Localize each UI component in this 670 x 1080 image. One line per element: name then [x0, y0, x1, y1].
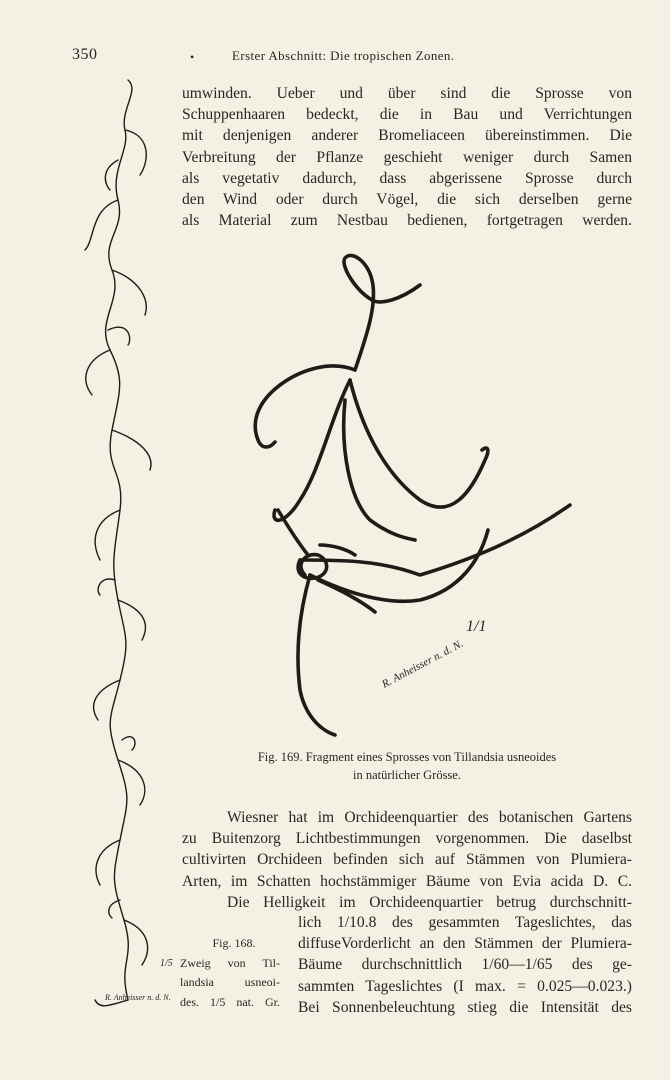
- text-line: Bäume durchschnittlich 1/60—1/65 des ge-: [298, 956, 632, 974]
- caption-line: in natürlicher Grösse.: [353, 768, 461, 782]
- text-line: zu Buitenzorg Lichtbestimmungen vorgenommen. Die daselbst: [182, 830, 632, 848]
- narrow-paragraph: [298, 912, 632, 1018]
- figure-168-caption: [180, 934, 280, 1012]
- figure-169-scale: 1/1: [466, 618, 487, 635]
- text-line: diffuseVorderlicht an den Stämmen der Plumiera-: [298, 935, 632, 953]
- text-line: als Material zum Nestbau bedienen, fortgetragen werden.: [182, 212, 632, 230]
- text-line: mit denjenigen anderer Bromeliaceen übereinstimmen. Die: [182, 127, 632, 145]
- text-line: Wiesner hat im Orchideenquartier des botanischen Gartens: [227, 809, 632, 826]
- figure-169-caption: [182, 748, 632, 784]
- page-number: 350: [72, 46, 98, 63]
- text-line: lich 1/10.8 des gesammten Tageslichtes, das: [298, 914, 632, 931]
- running-head: Erster Abschnitt: Die tropischen Zonen.: [232, 48, 455, 63]
- figure-168-signature: R. Anheisser n. d. N.: [105, 993, 171, 1002]
- text-line: den Wind oder durch Vögel, die sich derselben gerne: [182, 190, 632, 208]
- text-line: umwinden. Ueber und über sind die Sprosse von: [182, 85, 632, 102]
- text-line: als vegetativ dadurch, dass abgerissene Sprosse durch: [182, 169, 632, 187]
- text-line: cultivirten Orchideen befinden sich auf Stämmen von Plumiera-: [182, 851, 632, 869]
- caption-line: Fig. 169. Fragment eines Sprosses von Tillandsia usneoides: [257, 750, 557, 764]
- text-line: sammten Tageslichtes (I max. = 0.025—0.023.): [298, 977, 632, 995]
- caption-line: des. 1/5 nat. Gr.: [180, 994, 280, 1009]
- caption-line: Fig. 168.: [212, 936, 256, 950]
- header-dot: •: [190, 50, 195, 64]
- bottom-paragraph: [182, 807, 632, 913]
- text-line: Arten, im Schatten hochstämmiger Bäume von Evia acida D. C.: [182, 872, 632, 890]
- caption-line: Zweig von Til-: [180, 955, 280, 970]
- text-line: Schuppenhaaren bedeckt, die in Bau und Verrichtungen: [182, 106, 632, 124]
- figure-168-scale: 1/5: [160, 958, 173, 969]
- caption-line: landsia usneoi-: [180, 975, 280, 989]
- text-line: Verbreitung der Pflanze geschieht weniger durch Samen: [182, 148, 632, 166]
- text-line: Bei Sonnenbeleuchtung stieg die Intensität des: [298, 998, 632, 1016]
- figure-169-signature: R. Anheisser n. d. N.: [380, 637, 466, 691]
- text-line: Die Helligkeit im Orchideenquartier betrug durchschnitt-: [227, 893, 632, 911]
